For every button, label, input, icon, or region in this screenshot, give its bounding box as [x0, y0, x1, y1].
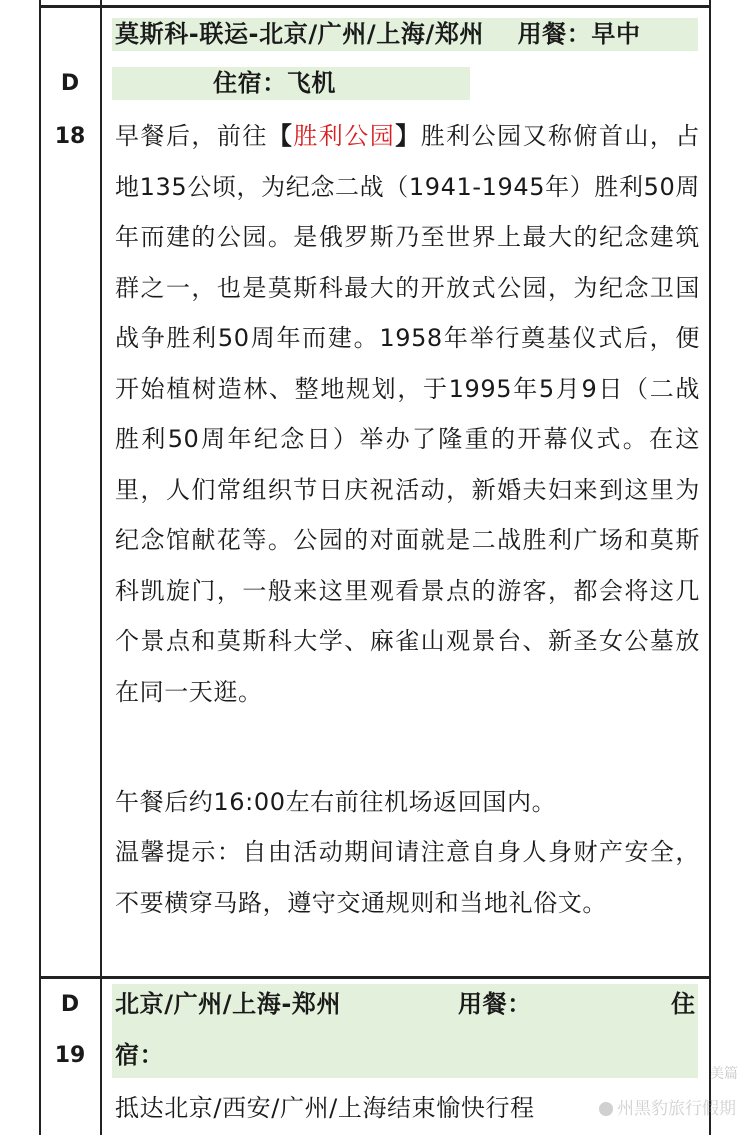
day19-meal: 用餐： — [458, 990, 532, 1018]
day18-label-num: 18 — [54, 124, 86, 149]
row-border-day19 — [39, 976, 711, 979]
day18-desc-rest: 胜利公园又称俯首山，占地135公顷，为纪念二战（1941-1945年）胜利50周年而建的公园。是俄罗斯乃至世界上最大的纪念建筑群之一，也是莫斯科最大的开放式公园，为纪念卫国战争胜利50周年而建。1958年举行奠基仪式后，便开始植树造林、整地规划，于1995年5月9日（二战胜利50周年纪念日）举办了隆重的开幕仪式。在这里，人们常组织节日庆祝活动，新婚夫妇来到这里为纪念馆献花等。公园的对面就是二战胜利广场和莫斯科凯旋门，一般来这里观看景点的游客，都会将这几个景点和莫斯科大学、麻雀山观景台、新圣女公墓放在同一天逛。 — [115, 122, 700, 706]
day19-description: 抵达北京/西安/广州/上海结束愉快行程 — [115, 1094, 535, 1122]
watermark-logo-icon — [599, 1102, 613, 1116]
day18-header-line2: 住宿：飞机 — [213, 69, 336, 97]
column-divider — [100, 0, 102, 1135]
watermark-tag: 美篇 — [710, 1066, 738, 1082]
day19-stay-b: 宿： — [115, 1041, 165, 1069]
day19-label-d: D — [60, 992, 80, 1017]
day19-stay-a: 住 — [671, 990, 696, 1018]
bracket-close: 】 — [395, 122, 421, 150]
day18-description — [115, 111, 700, 717]
day19-route: 北京/广州/上海-郑州 — [115, 990, 342, 1018]
bracket-open: 【 — [267, 122, 294, 150]
victory-park-highlight: 胜利公园 — [293, 122, 396, 150]
day18-afternoon: 午餐后约16:00左右前往机场返回国内。 — [115, 788, 557, 816]
day18-label-d: D — [60, 71, 80, 96]
day18-tip: 温馨提示：自由活动期间请注意自身人身财产安全，不要横穿马路，遵守交通规则和当地礼俗文。 — [115, 838, 700, 917]
row-border-top — [39, 5, 711, 8]
watermark — [599, 1094, 736, 1119]
day19-label-num: 19 — [54, 1043, 86, 1068]
watermark-text: 州黑豹旅行假期 — [617, 1099, 736, 1119]
day18-desc-prefix: 早餐后，前往 — [115, 122, 268, 150]
day18-header-line1: 莫斯科-联运-北京/广州/上海/郑州 用餐：早中 — [115, 20, 641, 48]
